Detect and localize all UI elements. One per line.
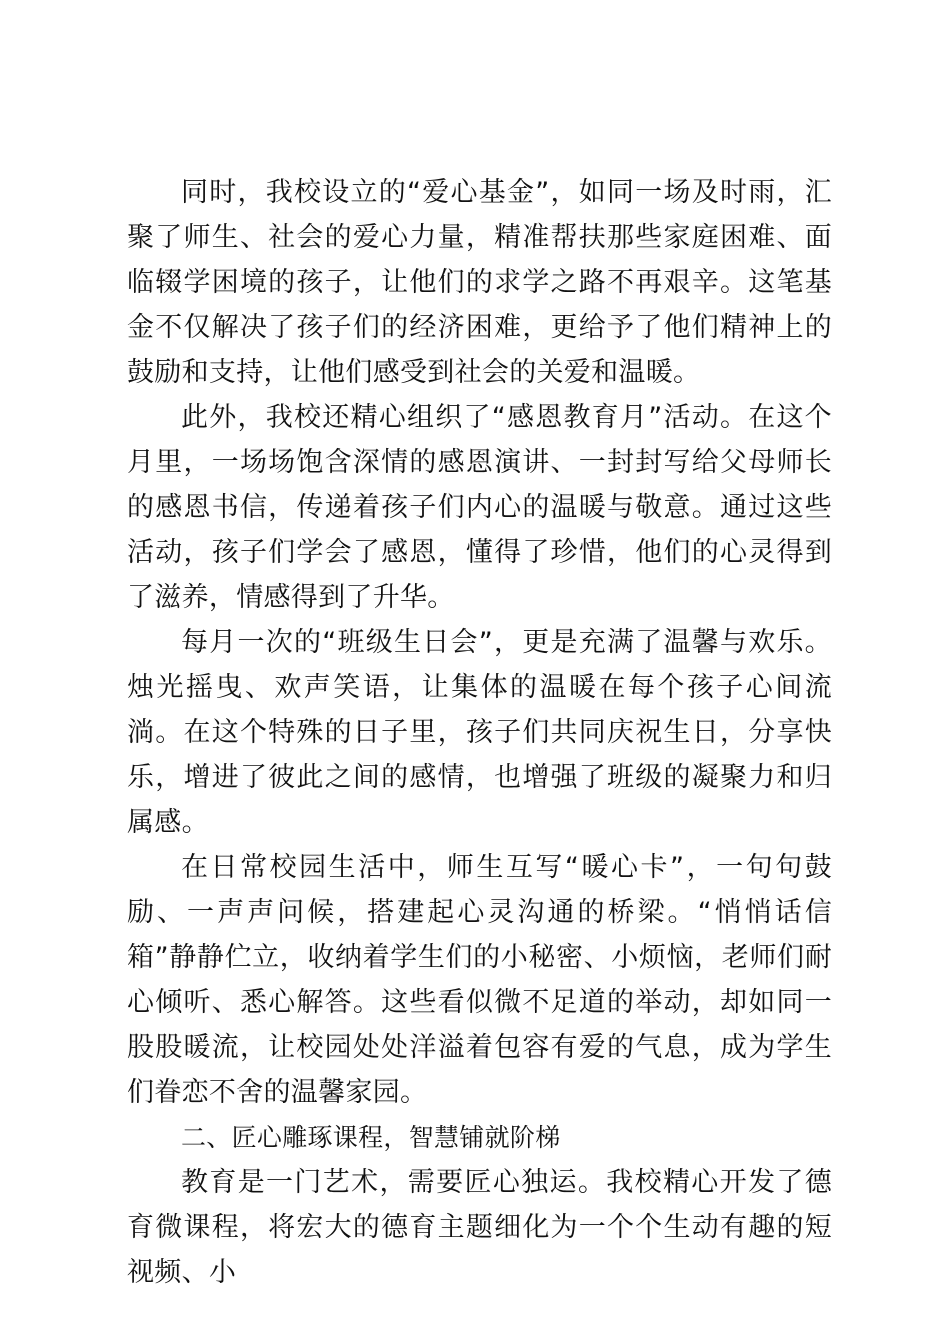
paragraph-gratitude-month: 此外，我校还精心组织了“感恩教育月”活动。在这个月里，一场场饱含深情的感恩演讲、一封封写给父母师长的感恩书信，传递着孩子们内心的温暖与敬意。通过这些活动，孩子们学会了感恩，懂得了珍惜，他们的心灵得到了滋养，情感得到了升华。 — [127, 402, 832, 613]
paragraph-warm-cards: 在日常校园生活中，师生互写“暖心卡”，一句句鼓励、一声声问候，搭建起心灵沟通的桥梁。“悄悄话信箱”静静伫立，收纳着学生们的小秘密、小烦恼，老师们耐心倾听、悉心解答。这些看似微不足道的举动，却如同一股股暖流，让校园处处洋溢着包容有爱的气息，成为学生们眷恋不舍的温馨家园。 — [127, 852, 832, 1108]
document-body — [127, 170, 832, 1295]
paragraph-birthday-party: 每月一次的“班级生日会”，更是充满了温馨与欢乐。烛光摇曳、欢声笑语，让集体的温暖在每个孩子心间流淌。在这个特殊的日子里，孩子们共同庆祝生日，分享快乐，增进了彼此之间的感情，也增强了班级的凝聚力和归属感。 — [127, 627, 832, 838]
paragraph-micro-course: 教育是一门艺术，需要匠心独运。我校精心开发了德育微课程，将宏大的德育主题细化为一个个生动有趣的短视频、小 — [127, 1167, 832, 1288]
paragraph-love-fund: 同时，我校设立的“爱心基金”，如同一场及时雨，汇聚了师生、社会的爱心力量，精准帮扶那些家庭困难、面临辍学困境的孩子，让他们的求学之路不再艰辛。这笔基金不仅解决了孩子们的经济困难，更给予了他们精神上的鼓励和支持，让他们感受到社会的关爱和温暖。 — [127, 177, 832, 388]
section-heading: 二、匠心雕琢课程，智慧铺就阶梯 — [181, 1123, 561, 1152]
